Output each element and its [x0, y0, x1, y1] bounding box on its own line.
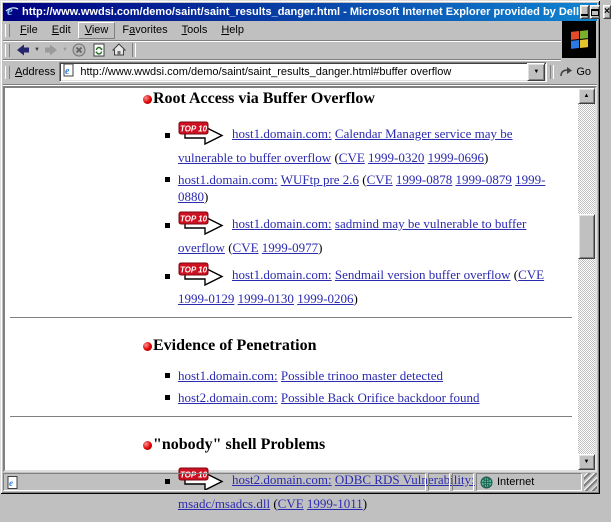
svg-text:TOP 10: TOP 10	[179, 214, 208, 224]
refresh-button[interactable]	[89, 42, 109, 58]
result-link[interactable]: 1999-0130	[237, 291, 294, 306]
menu-help[interactable]: Help	[221, 24, 244, 36]
close-icon: ×	[604, 6, 610, 17]
result-link[interactable]: Possible Back Orifice backdoor found	[280, 390, 480, 405]
result-link[interactable]: 1999-0977	[261, 240, 319, 255]
address-bar	[3, 60, 597, 85]
result-link[interactable]: 1999-0880	[178, 172, 546, 204]
maximize-button[interactable]	[590, 5, 600, 19]
toolbar	[3, 41, 561, 60]
result-link[interactable]: 1999-0320	[368, 150, 425, 165]
result-item: TOP 10 host1.domain.com: Calendar Manager service may be vulnerable to buffer overflow (CVE 1999-0320 1999-0696)	[178, 120, 567, 166]
section-heading	[143, 90, 567, 108]
forward-dropdown-caret-icon[interactable]: ▼	[62, 47, 68, 53]
scroll-up-icon: ▲	[583, 93, 590, 99]
red-ball-icon	[143, 342, 152, 351]
minimize-icon	[581, 14, 588, 16]
result-link[interactable]: Sendmail version buffer overflow	[334, 267, 511, 282]
chevron-down-icon: ▼	[533, 69, 540, 75]
menu-gripper[interactable]	[5, 24, 10, 37]
svg-text:e: e	[65, 65, 70, 77]
status-pane-2	[452, 473, 474, 491]
status-pane-1	[428, 473, 450, 491]
section-heading-text: "nobody" shell Problems	[153, 436, 326, 453]
menu-view[interactable]: View	[78, 22, 116, 39]
back-button[interactable]	[13, 42, 33, 58]
forward-arrow-icon	[43, 42, 59, 58]
scroll-down-button[interactable]	[578, 454, 595, 470]
go-button[interactable]	[557, 66, 597, 78]
square-bullet-icon	[165, 274, 170, 279]
close-button[interactable]	[603, 5, 611, 19]
result-link[interactable]: Possible trinoo master detected	[280, 368, 444, 383]
result-link[interactable]: sadmind may be vulnerable to buffer overflow	[178, 216, 527, 255]
menu-bar-items	[13, 22, 251, 39]
result-item	[178, 367, 567, 384]
forward-button[interactable]	[41, 42, 61, 58]
window-title: http://www.wwdsi.com/demo/saint/saint_results_danger.html - Microsoft Internet Explorer provided by Dell	[22, 6, 580, 18]
square-bullet-icon	[165, 177, 170, 182]
go-label: Go	[576, 66, 591, 78]
scroll-up-button[interactable]	[578, 88, 595, 104]
resize-grip[interactable]	[584, 473, 597, 491]
address-label: Address	[15, 66, 56, 78]
result-item	[178, 389, 567, 406]
status-bar	[3, 471, 597, 491]
menu-bar	[3, 21, 561, 41]
red-ball-icon	[143, 441, 152, 450]
go-arrow-icon	[559, 66, 573, 78]
svg-text:TOP 10: TOP 10	[179, 124, 208, 134]
square-bullet-icon	[165, 133, 170, 138]
address-gripper[interactable]	[5, 66, 10, 79]
result-item: host1.domain.com: WUFtp pre 2.6 (CVE 1999-0878 1999-0879 1999-0880)	[178, 171, 567, 205]
address-separator	[550, 65, 554, 79]
svg-text:TOP 10: TOP 10	[179, 265, 208, 275]
refresh-icon	[91, 42, 107, 58]
result-link[interactable]: 1999-0206	[297, 291, 354, 306]
result-link[interactable]: host1.domain.com:	[178, 172, 278, 187]
result-link[interactable]: host1.domain.com:	[232, 216, 332, 231]
stop-icon	[71, 42, 87, 58]
result-link[interactable]: CVE	[518, 267, 545, 282]
address-input[interactable]	[59, 62, 547, 82]
toolbar-separator	[132, 43, 136, 57]
result-link[interactable]: CVE	[232, 240, 259, 255]
result-link[interactable]: host1.domain.com:	[232, 267, 332, 282]
result-link[interactable]: Calendar Manager service may be vulnerable to buffer overflow	[178, 126, 513, 165]
result-link[interactable]: CVE	[366, 172, 393, 187]
internet-globe-icon	[480, 476, 493, 489]
svg-text:TOP 10: TOP 10	[179, 470, 208, 480]
svg-text:e: e	[9, 477, 13, 488]
address-dropdown-button[interactable]	[527, 63, 545, 81]
menu-edit[interactable]: Edit	[51, 24, 71, 36]
windows-flag-icon	[571, 30, 588, 49]
scroll-down-icon: ▼	[583, 459, 590, 465]
document-status-icon	[7, 476, 19, 489]
section-heading	[143, 337, 567, 355]
result-list	[178, 367, 567, 406]
result-link[interactable]: CVE	[338, 150, 365, 165]
home-button[interactable]	[109, 42, 129, 58]
top10-icon	[178, 210, 224, 239]
horizontal-rule	[10, 416, 572, 418]
square-bullet-icon	[165, 395, 170, 400]
horizontal-rule	[10, 317, 572, 319]
scrollbar-thumb[interactable]	[578, 214, 595, 259]
result-list	[178, 120, 567, 307]
result-link[interactable]: ODBC RDS Vulnerability: msadc/msadcs.dll	[178, 472, 475, 511]
result-link[interactable]: host2.domain.com:	[232, 472, 332, 487]
result-item: TOP 10 host1.domain.com: sadmind may be vulnerable to buffer overflow (CVE 1999-0977)	[178, 210, 567, 256]
menu-file[interactable]: File	[20, 24, 38, 36]
page-favicon-icon	[62, 63, 76, 82]
result-link[interactable]: WUFtp pre 2.6	[280, 172, 360, 187]
menu-favorites[interactable]: Favorites	[122, 24, 168, 36]
document	[143, 90, 567, 522]
red-ball-icon	[143, 95, 152, 104]
result-link[interactable]: CVE	[277, 496, 304, 511]
result-link[interactable]: host2.domain.com:	[178, 390, 278, 405]
result-link[interactable]: 1999-0696	[427, 150, 484, 165]
section-heading-text: Root Access via Buffer Overflow	[153, 90, 375, 107]
back-dropdown-caret-icon[interactable]: ▼	[34, 47, 40, 53]
top10-icon	[178, 261, 224, 290]
title-bar	[3, 2, 610, 21]
section-heading	[143, 436, 567, 454]
result-link[interactable]: 1999-0129	[178, 291, 235, 306]
status-zone-pane	[476, 473, 582, 491]
result-link[interactable]: host1.domain.com:	[232, 126, 332, 141]
result-item: TOP 10 host2.domain.com: ODBC RDS Vulnerability: msadc/msadcs.dll (CVE 1999-1011)	[178, 466, 567, 512]
result-link[interactable]: host1.domain.com:	[178, 368, 278, 383]
stop-button[interactable]	[69, 42, 89, 58]
address-url-text: http://www.wwdsi.com/demo/saint/saint_results_danger.html#buffer overflow	[80, 66, 452, 78]
ie-logo-icon	[5, 3, 19, 22]
square-bullet-icon	[165, 373, 170, 378]
vertical-scrollbar[interactable]	[578, 88, 595, 470]
menu-tools[interactable]: Tools	[181, 24, 208, 36]
home-icon	[111, 42, 127, 58]
result-link[interactable]: 1999-1011	[306, 496, 363, 511]
maximize-icon	[591, 9, 599, 16]
zone-label: Internet	[497, 476, 535, 488]
status-pane-main	[3, 473, 426, 491]
result-item: TOP 10 host1.domain.com: Sendmail version buffer overflow (CVE 1999-0129 1999-0130 1999-0206)	[178, 261, 567, 307]
back-arrow-icon	[15, 42, 31, 58]
svg-text:e: e	[7, 2, 13, 18]
toolbar-gripper[interactable]	[5, 44, 10, 57]
result-link[interactable]: 1999-0878	[395, 172, 453, 187]
result-link[interactable]: 1999-0879	[455, 172, 512, 187]
square-bullet-icon	[165, 223, 170, 228]
minimize-button[interactable]	[580, 5, 589, 19]
throbber	[562, 21, 596, 58]
top10-icon	[178, 120, 224, 149]
section-heading-text: Evidence of Penetration	[153, 337, 317, 354]
